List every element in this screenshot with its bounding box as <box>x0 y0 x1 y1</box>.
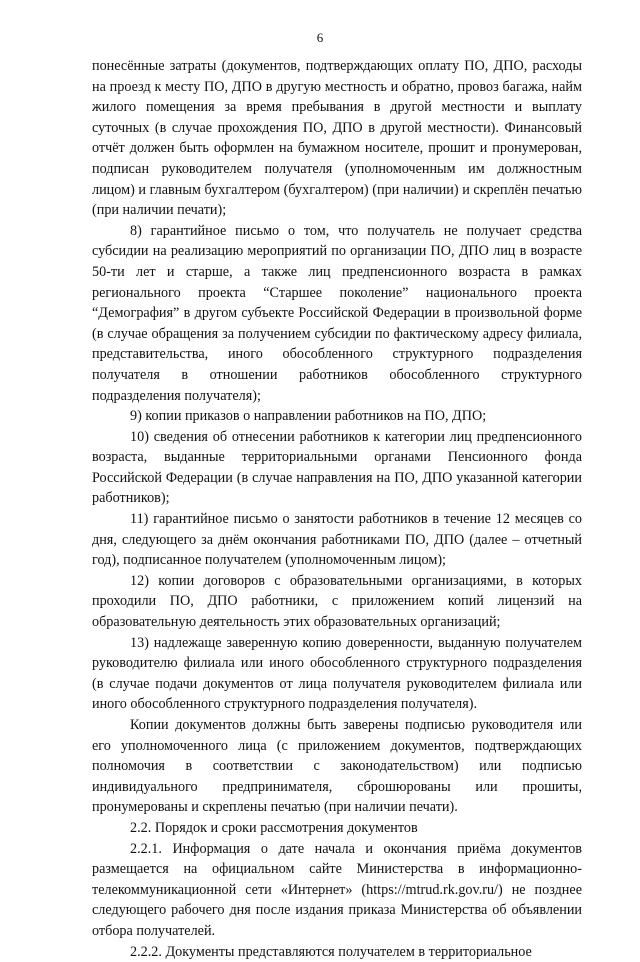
paragraph-expenses-report: понесённые затраты (документов, подтверждающих оплату ПО, ДПО, расходы на проезд к месту ПО, ДПО в другую местность и обратно, провоз багажа, найм жилого помещения за время пребывания в другой местности и выплату суточных (в случае прохождения ПО, ДПО в другой местности). Финансовый отчёт должен быть оформлен на бумажном носителе, прошит и пронумерован, подписан руководителем получателя (уполномоченным им должностным лицом) и главным бухгалтером (бухгалтером) (при наличии) и скреплён печатью (при наличии печати); <box>92 58 582 219</box>
section-heading-2-2: 2.2. Порядок и сроки рассмотрения документов <box>130 819 418 836</box>
paragraph-item-10: 10) сведения об отнесении работников к категории лиц предпенсионного возраста, выданные территориальными органами Пенсионного фонда Российской Федерации (в случае направления на ПО, ДПО указанной категории работников); <box>92 428 582 507</box>
paragraph-item-11: 11) гарантийное письмо о занятости работников в течение 12 месяцев со дня, следующего за днём окончания работниками ПО, ДПО (далее – отчетный год), подписанное получателем (уполномоченным лицом); <box>92 511 582 569</box>
paragraph-item-12: 12) копии договоров с образовательными организациями, в которых проходили ПО, ДПО работники, с приложением копий лицензий на образовательную деятельность этих образовательных организаций; <box>92 572 582 631</box>
paragraph-item-9: 9) копии приказов о направлении работников на ПО, ДПО; <box>130 408 487 425</box>
paragraph-copies-certification: Копии документов должны быть заверены подписью руководителя или его уполномоченного лица (с приложением документов, подтверждающих полномочия в соответствии с законодательством) или подписью индивидуального предпринимателя, сброшюрованы или прошиты, пронумерованы и скреплены печатью (при наличии печати). <box>92 717 582 816</box>
page-number: 6 <box>316 30 324 45</box>
document-body <box>92 56 582 962</box>
paragraph-item-13: 13) надлежаще заверенную копию доверенности, выданную получателем руководителю филиала или иного обособленного структурного подразделения (в случае подачи документов от лица получателя руководителем филиала или иного обособленного структурного подразделения получателя). <box>92 634 582 713</box>
paragraph-2-2-2: 2.2.2. Документы представляются получателем в территориальное <box>130 943 532 960</box>
paragraph-2-2-1: 2.2.1. Информация о дате начала и окончания приёма документов размещается на официальном сайте Министерства в информационно-телекоммуникационной сети «Интернет» (https://mtrud.rk.gov.ru/) не позднее следующего рабочего дня после издания приказа Министерства об объявлении отбора получателей. <box>92 840 582 939</box>
paragraph-item-8: 8) гарантийное письмо о том, что получатель не получает средства субсидии на реализацию мероприятий по организации ПО, ДПО лиц в возрасте 50-ти лет и старше, а также лиц предпенсионного возраста в рамках регионального проекта “Старшее поколение” национального проекта “Демография” в другом субъекте Российской Федерации в произвольной форме (в случае обращения за получением субсидии по фактическому адресу филиала, представительства, иного обособленного структурного подразделения получателя в отношении работников обособленного структурного подразделения получателя); <box>92 222 582 404</box>
